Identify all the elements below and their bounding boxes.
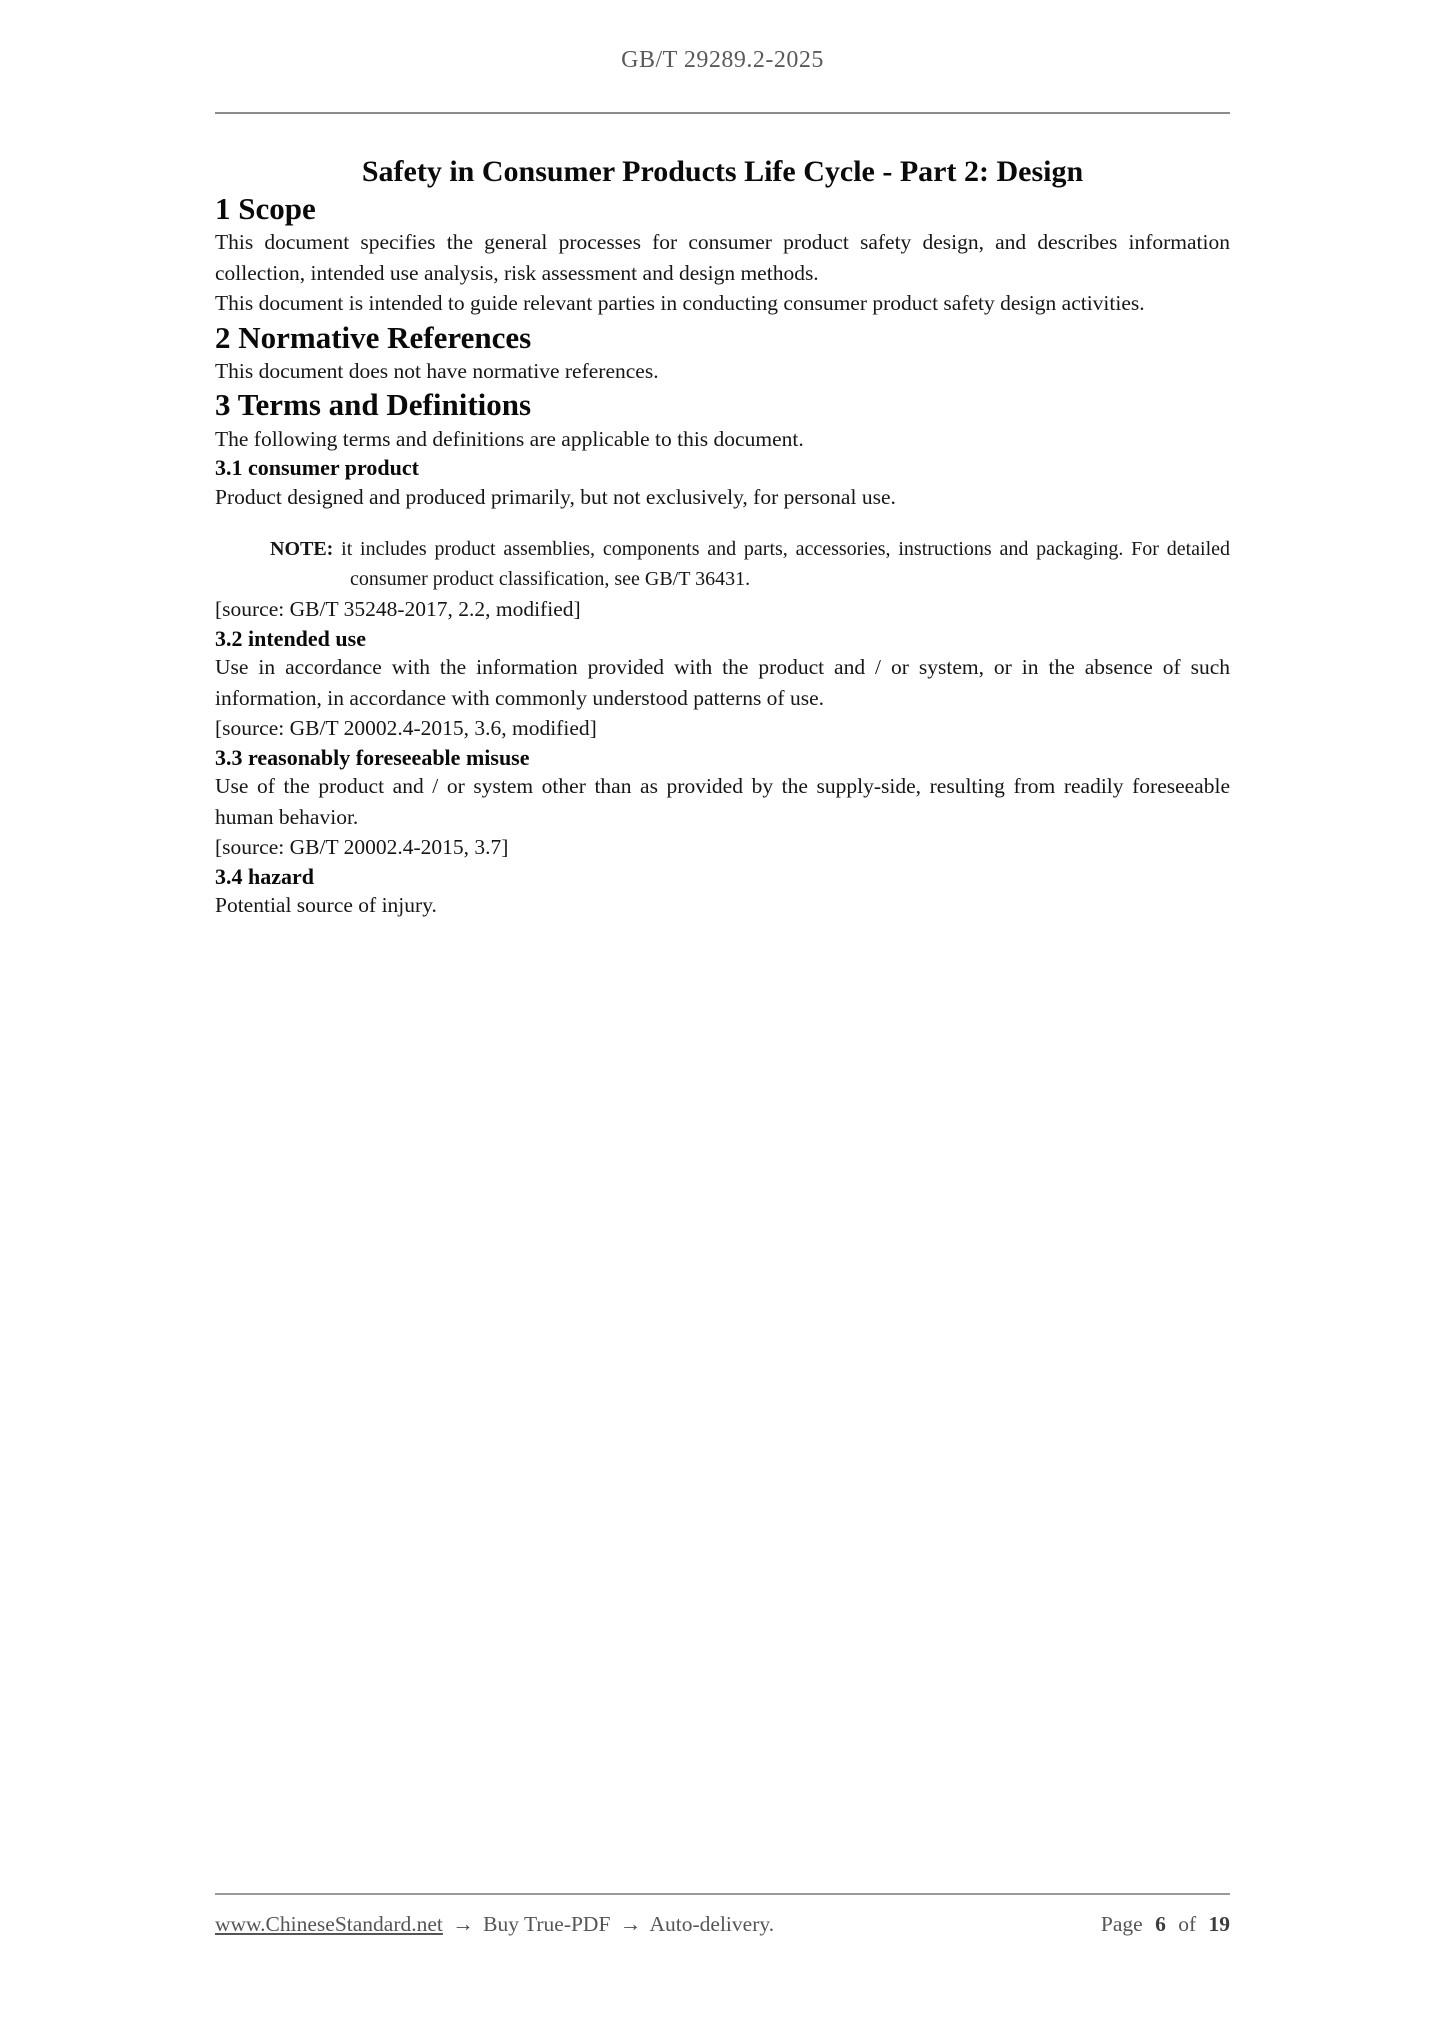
section-heading-scope: 1 Scope: [215, 191, 316, 226]
term-definition-consumer-product: Product designed and produced primarily, but not exclusively, for personal use.: [215, 484, 896, 509]
auto-delivery-text: Auto-delivery.: [649, 1912, 775, 1936]
term-source-reasonably-foreseeable-misuse: [source: GB/T 20002.4-2015, 3.7]: [215, 835, 509, 860]
document-content: [215, 190, 1230, 921]
terms-intro-paragraph: The following terms and definitions are applicable to this document.: [215, 426, 804, 451]
standard-code: GB/T 29289.2-2025: [621, 47, 824, 73]
page-footer: [215, 1893, 1230, 1937]
header-rule: [215, 112, 1230, 114]
term-source-intended-use: [source: GB/T 20002.4-2015, 3.6, modified]: [215, 716, 597, 741]
section-heading-terms-definitions: 3 Terms and Definitions: [215, 387, 532, 423]
term-heading-reasonably-foreseeable-misuse: 3.3 reasonably foreseeable misuse: [215, 744, 530, 770]
buy-true-pdf-text: Buy True-PDF: [483, 1912, 611, 1936]
arrow-icon: →: [452, 1912, 474, 1936]
page-label: Page: [1100, 1912, 1143, 1936]
website-link[interactable]: www.ChineseStandard.net: [215, 1912, 443, 1936]
section-heading-normative-references: 2 Normative References: [215, 319, 532, 355]
term-heading-intended-use: 3.2 intended use: [215, 625, 366, 651]
page-indicator: [1094, 1912, 1230, 1937]
of-label: of: [1178, 1912, 1197, 1936]
document-title: Safety in Consumer Products Life Cycle - Part 2: Design: [361, 155, 1084, 188]
current-page-number: 6: [1155, 1912, 1166, 1936]
total-pages-number: 19: [1208, 1912, 1230, 1936]
footer-promo: [215, 1912, 778, 1937]
scope-paragraph-1: This document specifies the general processes for consumer product safety design, and describes information collection, intended use analysis, risk assessment and design methods.: [215, 230, 1230, 285]
term-source-consumer-product: [source: GB/T 35248-2017, 2.2, modified]: [215, 597, 581, 622]
term-definition-intended-use: Use in accordance with the information provided with the product and / or system, or in the absence of such information, in accordance with commonly understood patterns of use.: [215, 655, 1230, 710]
note-text: it includes product assemblies, components and parts, accessories, instructions and packaging. For detailed consumer product classification, see GB/T 36431.: [341, 538, 1231, 591]
term-definition-hazard: Potential source of injury.: [215, 893, 437, 918]
note-paragraph: [215, 534, 1230, 594]
term-heading-consumer-product: 3.1 consumer product: [215, 455, 419, 481]
term-definition-reasonably-foreseeable-misuse: Use of the product and / or system other than as provided by the supply-side, resulting from readily foreseeable human behavior.: [215, 774, 1230, 829]
arrow-icon: →: [619, 1912, 642, 1936]
term-heading-hazard: 3.4 hazard: [215, 863, 314, 889]
scope-paragraph-2: This document is intended to guide relevant parties in conducting consumer product safety design activities.: [215, 291, 1145, 316]
note-label: NOTE:: [270, 538, 334, 561]
normative-references-paragraph: This document does not have normative references.: [215, 358, 659, 383]
